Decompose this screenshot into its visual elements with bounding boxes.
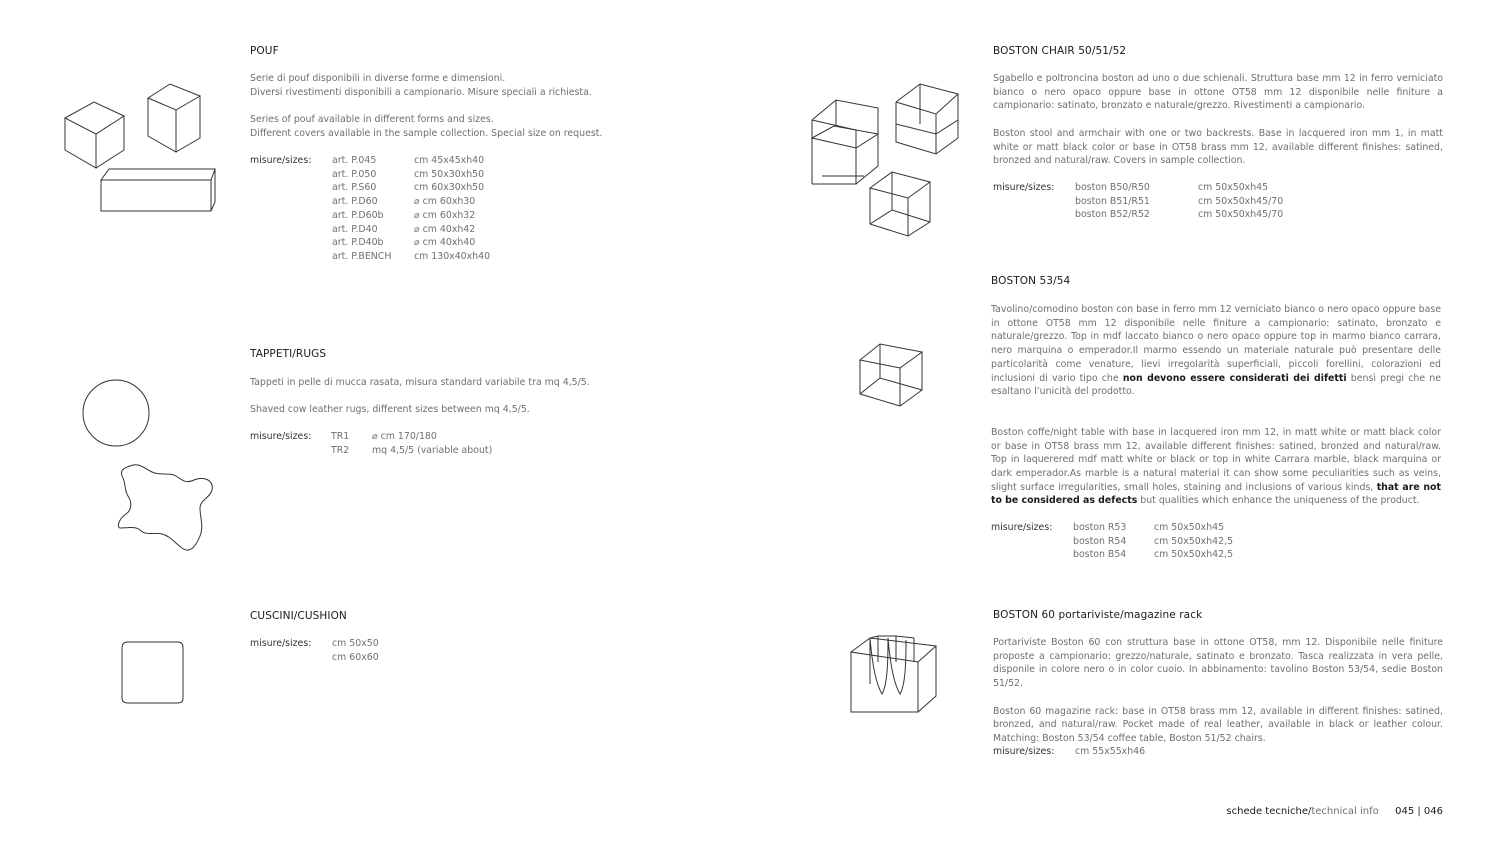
boston-chair-desc-en: Boston stool and armchair with one or two backrests. Base in lacquered iron mm 1, in matt white or matt black color or base in OT58 brass mm 12, available different finishes: satined, bronzed and natural/raw. Covers in sample collection. [993,127,1443,167]
boston-table-desc-en-bold: that are not to be considered as defects [991,481,1441,507]
boston-chair-dimension: cm 50x50xh45 [1198,182,1269,193]
boston-chair-backrest-illustration [892,80,962,166]
rugs-sizes-table [250,430,550,460]
pouf-dimension: ⌀ cm 60xh32 [414,209,476,221]
rugs-title: TAPPETI/RUGS [250,348,327,360]
boston-rack-title: BOSTON 60 portariviste/magazine rack [993,609,1203,621]
pouf-dimensions [414,154,490,264]
boston-table-desc-en-end: but qualities which enhance the uniqueness of the product. [1137,495,1420,507]
pouf-bench-illustration [98,166,218,214]
boston-chair-model: boston B51/R51 [1075,195,1150,207]
rugs-desc-en: Shaved cow leather rugs, different sizes between mq 4,5/5. [250,404,530,416]
pouf-article: art. P.S60 [332,182,377,194]
pouf-desc-en-1: Series of pouf available in different forms and sizes. [250,114,494,126]
boston-table-model: boston B54 [1073,549,1127,561]
boston-rack-sizes-table [993,745,1293,761]
pouf-title: POUF [250,45,279,57]
pouf-dimension: cm 130x40xh40 [414,250,491,262]
rug-dimension: ⌀ cm 170/180 [372,431,437,442]
boston-chair-sizes-label: misure/sizes: [993,182,1055,193]
pouf-desc-it-1: Serie di pouf disponibili in diverse forme e dimensioni. [250,73,506,84]
boston-table-desc-it-bold: non devono essere considerati dei difetti [1122,372,1347,384]
boston-table-desc-it [991,303,1441,399]
boston-table-desc-en-text: Boston coffe/night table with base in lacquered iron mm 12, in matt white or matt black color or base in OT58 brass mm 12, available different finishes: satined, bronzed and natural/raw. Top in laquerered mdf matt white or black or top in white Carrara marble, black marquina or dark emperador.As marble is a natural material it can show some peculiarities such as veins, slight surface irregularities, small holes, staining and inclusions of various kinds, [991,426,1441,493]
boston-chair-title: BOSTON CHAIR 50/51/52 [993,45,1127,57]
cushion-sizes-label: misure/sizes: [250,638,312,649]
boston-table-desc-it-text: Tavolino/comodino boston con base in ferro mm 12 verniciato bianco o nero opaco oppure base in ottone OT58 mm 12 disponibile nelle finiture a campionario: satinato, bronzato e naturale/grezzo. Top in mdf laccato bianco o nero opaco oppure top in marmo bianco carrara, nero marquina o emperador.Il marmo essendo un materiale naturale può presentare delle particolarità come venature, lievi irregolarità superficiali, piccoli forellini, colorazioni ed inclusioni di vario tipo che [991,304,1441,384]
page-numbers: 045 | 046 [1395,806,1443,817]
pouf-dimension: ⌀ cm 40xh42 [414,223,476,235]
boston-rack-dimension: cm 55x55xh46 [1075,746,1146,757]
boston-chair-sizes-table [993,181,1343,226]
rugs-sizes-label: misure/sizes: [250,431,312,442]
cushion-illustration [120,640,186,706]
pouf-cube-tall-illustration [144,80,206,154]
pouf-article: art. P.D40b [332,237,384,249]
cushion-sizes-table [250,637,550,667]
pouf-sizes-table [250,154,550,269]
pouf-cube-small-illustration [60,98,130,170]
boston-chair-stool-illustration [866,168,934,238]
boston-table-title: BOSTON 53/54 [991,275,1071,287]
rug-cowhide-illustration [116,460,216,554]
boston-table-desc-it-end: bensì pregi che ne esaltano l’unicità del prodotto. [991,372,1441,398]
pouf-dimension: cm 45x45xh40 [414,155,485,166]
pouf-dimension: cm 50x30xh50 [414,168,485,180]
footer-section-en: technical info [1311,806,1379,817]
boston-rack-illustration [848,632,940,714]
pouf-dimension: ⌀ cm 60xh30 [414,196,476,208]
boston-table-dimension: cm 50x50xh42,5 [1154,535,1234,547]
boston-table-illustration [856,342,926,408]
pouf-sizes-label: misure/sizes: [250,155,312,166]
pouf-desc-en-2: Different covers available in the sample collection. Special size on request. [250,127,603,139]
boston-table-sizes-label: misure/sizes: [991,522,1053,533]
boston-chair-desc-it: Sgabello e poltroncina boston ad uno o due schienali. Struttura base mm 12 in ferro verniciato bianco o nero opaco oppure base in ottone OT58 mm 12 disponibile nelle finiture a campionario: satinato, bronzato e naturale/grezzo. Rivestimenti a campionario. [993,73,1443,112]
pouf-articles [332,154,391,264]
boston-table-desc-en [991,426,1441,508]
boston-chair-model: boston B52/R52 [1075,209,1150,221]
cushion-dimension: cm 60x60 [332,651,379,663]
pouf-desc-it-2: Diversi rivestimenti disponibili a campionario. Misure speciali a richiesta. [250,86,592,98]
boston-rack-desc-it: Portariviste Boston 60 con struttura base in ottone OT58, mm 12. Disponibile nelle finiture proposte a campionario: grezzo/naturale, satinato e bronzato. Tasca realizzata in vera pelle, disponile in colore nero o in color cuoio. In abbinamento: tavolino Boston 53/54, sedie Boston 51/52. [993,637,1443,690]
pouf-article: art. P.050 [332,168,377,180]
rug-code: TR1 [331,431,350,442]
rug-round-illustration [82,379,150,447]
footer-section-it: schede tecniche/ [1226,806,1312,817]
cushion-dimension: cm 50x50 [332,638,379,649]
rugs-desc-it: Tappeti in pelle di mucca rasata, misura standard variabile tra mq 4,5/5. [250,377,590,388]
pouf-article: art. P.BENCH [332,250,392,262]
pouf-article: art. P.D60b [332,209,384,221]
boston-rack-desc-en: Boston 60 magazine rack: base in OT58 brass mm 12, available in different finishes: satined, bronzed, and natural/raw. Pocket made of real leather, available in black or leather colour. Matching: Boston 53/54 coffee table, Boston 51/52 chairs. [993,705,1443,744]
boston-table-model: boston R53 [1073,522,1127,533]
rug-dimension: mq 4,5/5 (variable about) [372,444,493,456]
page-footer [1226,806,1443,817]
boston-chair-dimension: cm 50x50xh45/70 [1198,195,1284,207]
boston-table-sizes-table [991,521,1341,566]
pouf-dimension: cm 60x30xh50 [414,182,485,194]
boston-table-dimension: cm 50x50xh45 [1154,522,1225,533]
rug-code: TR2 [331,444,350,456]
boston-table-model: boston R54 [1073,535,1127,547]
pouf-article: art. P.D40 [332,223,378,235]
boston-chair-model: boston B50/R50 [1075,182,1150,193]
boston-chair-dimension: cm 50x50xh45/70 [1198,209,1284,221]
pouf-dimension: ⌀ cm 40xh40 [414,237,476,249]
pouf-article: art. P.045 [332,155,377,166]
boston-rack-sizes-label: misure/sizes: [993,746,1055,757]
cushion-title: CUSCINI/CUSHION [250,610,347,622]
pouf-article: art. P.D60 [332,196,378,208]
boston-table-dimension: cm 50x50xh42,5 [1154,549,1234,561]
